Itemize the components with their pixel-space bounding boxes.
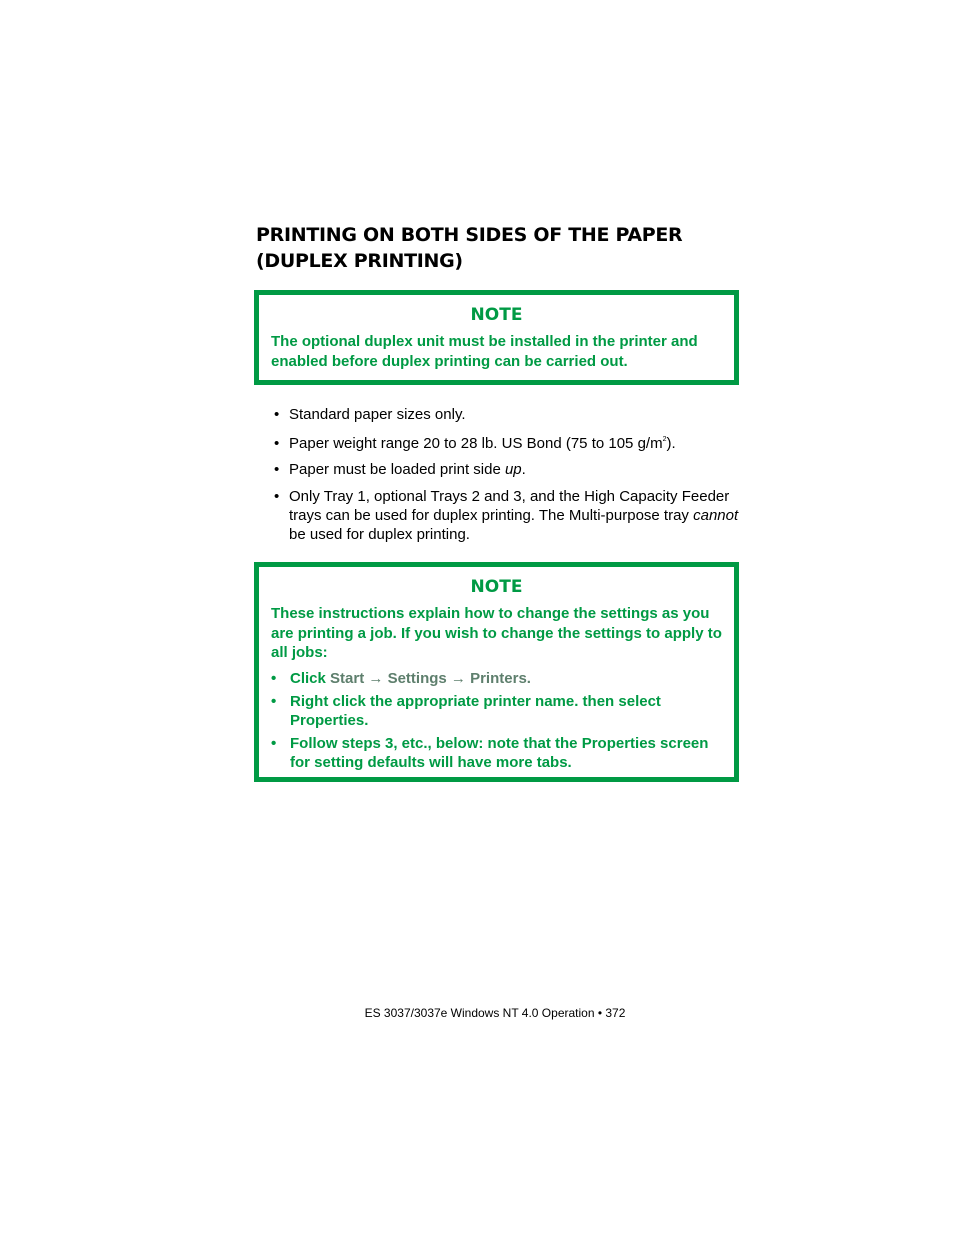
bullet-icon: • bbox=[271, 669, 277, 687]
arrow-icon: → bbox=[446, 669, 471, 687]
note-steps-list bbox=[271, 669, 722, 772]
list-item bbox=[274, 460, 744, 479]
step-text: Right click the appropriate printer name. then select Properties. bbox=[290, 692, 661, 729]
list-item bbox=[274, 487, 744, 544]
list-item-text: Standard paper sizes only. bbox=[289, 406, 466, 423]
menu-term-start: Start bbox=[330, 669, 365, 687]
list-item-text-end: ). bbox=[666, 435, 676, 452]
heading-line-2: (DUPLEX PRINTING) bbox=[256, 250, 463, 272]
step-text: Follow steps 3, etc., below: note that the Properties screen for setting defaults will have more tabs. bbox=[290, 734, 709, 771]
list-item-text: Paper weight range 20 to 28 lb. US Bond (75 to 105 g/m bbox=[289, 435, 663, 452]
emphasis-text: up bbox=[504, 461, 522, 478]
bullet-icon: • bbox=[274, 435, 280, 452]
bullet-icon: • bbox=[271, 734, 277, 752]
note-step bbox=[271, 692, 722, 730]
bullet-icon: • bbox=[274, 406, 280, 423]
menu-term-printers: Printers bbox=[470, 669, 527, 687]
list-item-text-end: . bbox=[521, 461, 526, 478]
list-item bbox=[274, 405, 744, 424]
note-step bbox=[271, 669, 722, 688]
bullet-icon: • bbox=[271, 692, 277, 710]
note-text: The optional duplex unit must be installed in the printer and enabled before duplex printing can be carried out. bbox=[271, 333, 698, 370]
list-item-text: Paper must be loaded print side bbox=[289, 461, 505, 478]
step-text: Click bbox=[290, 669, 331, 687]
list-item-text: Only Tray 1, optional Trays 2 and 3, and the High Capacity Feeder trays can be used for duplex printing. The Multi-purpose tray bbox=[289, 488, 730, 524]
arrow-icon: → bbox=[364, 669, 388, 687]
requirements-list bbox=[274, 405, 744, 544]
note-step bbox=[271, 734, 722, 772]
note-title: NOTE bbox=[470, 577, 523, 597]
page-footer: ES 3037/3037e Windows NT 4.0 Operation • 372 bbox=[364, 1006, 626, 1020]
list-item-text-end: be used for duplex printing. bbox=[289, 526, 470, 543]
note-title: NOTE bbox=[470, 305, 523, 325]
section-heading bbox=[256, 222, 736, 274]
bullet-icon: • bbox=[274, 461, 280, 478]
bullet-icon: • bbox=[274, 488, 280, 505]
note-box-instructions bbox=[254, 562, 739, 782]
note-box-duplex-unit bbox=[254, 290, 739, 385]
menu-term-settings: Settings bbox=[387, 669, 447, 687]
note-text: These instructions explain how to change the settings as you are printing a job. If you wish to change the settings to apply to all jobs: bbox=[271, 605, 722, 661]
heading-line-1: PRINTING ON BOTH SIDES OF THE PAPER bbox=[256, 224, 683, 246]
emphasis-text: cannot bbox=[693, 507, 739, 524]
list-item bbox=[274, 434, 744, 453]
step-text-end: . bbox=[526, 669, 531, 687]
superscript: 2 bbox=[662, 436, 667, 443]
